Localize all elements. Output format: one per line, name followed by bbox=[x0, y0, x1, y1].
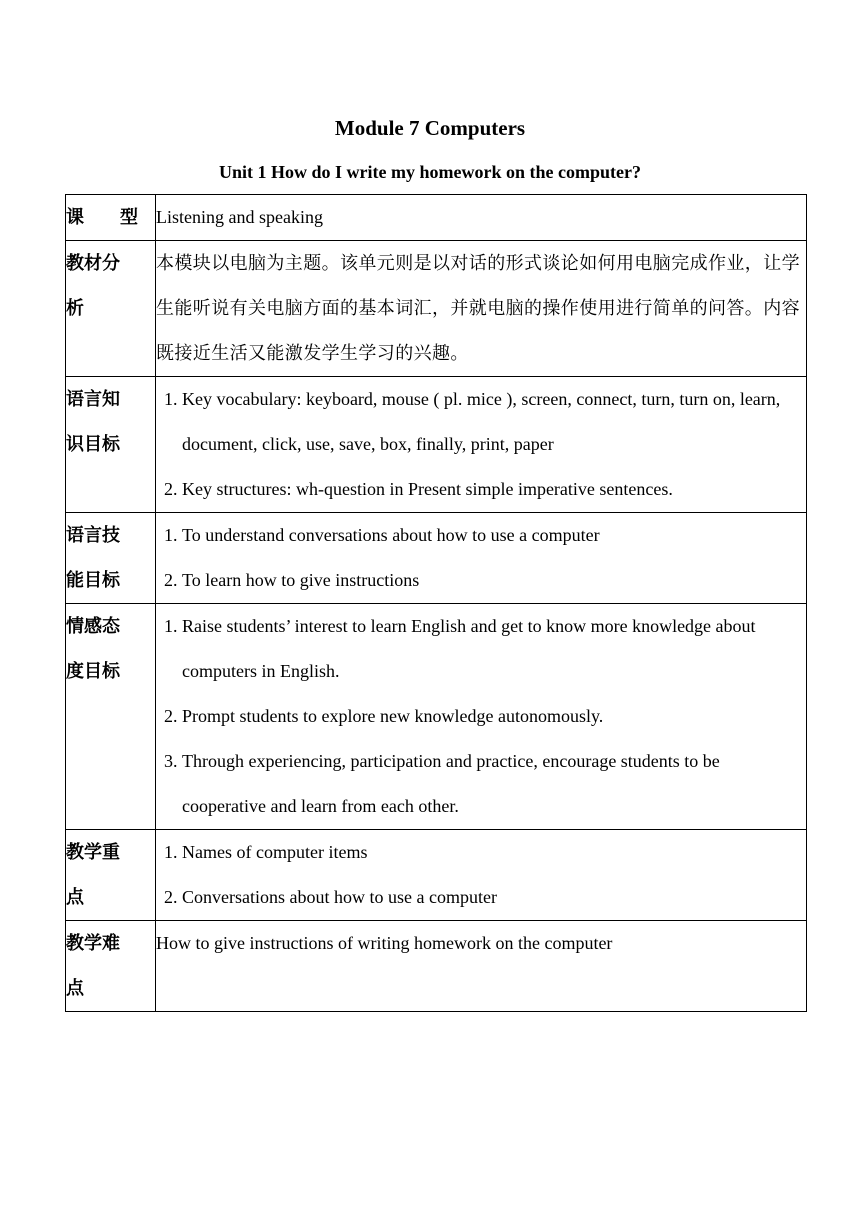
table-row-knowledge-goals bbox=[66, 377, 807, 513]
emotion-goals-list bbox=[156, 604, 806, 829]
document-title: Module 7 Computers bbox=[334, 116, 526, 140]
list-item: 2. Prompt students to explore new knowledge autonomously. bbox=[182, 694, 806, 739]
list-item: 2. Conversations about how to use a computer bbox=[182, 875, 806, 920]
key-points-content bbox=[156, 830, 807, 921]
table-row-key-points bbox=[66, 830, 807, 921]
emotion-goals-label: 情感态 度目标 bbox=[66, 604, 156, 830]
list-item: 1. Names of computer items bbox=[182, 830, 806, 875]
course-type-value: Listening and speaking bbox=[156, 195, 807, 241]
emotion-goals-content bbox=[156, 604, 807, 830]
material-analysis-value: 本模块以电脑为主题。该单元则是以对话的形式谈论如何用电脑完成作业，让学生能听说有关电脑方面的基本词汇，并就电脑的操作使用进行简单的问答。内容既接近生活又能激发学生学习的兴趣。 bbox=[156, 241, 807, 377]
knowledge-goals-list bbox=[156, 377, 806, 512]
key-points-label: 教学重 点 bbox=[66, 830, 156, 921]
difficult-points-value: How to give instructions of writing homework on the computer bbox=[156, 921, 807, 1012]
table-row-skill-goals bbox=[66, 513, 807, 604]
list-item: 1. To understand conversations about how to use a computer bbox=[182, 513, 806, 558]
document-subtitle: Unit 1 How do I write my homework on the computer? bbox=[219, 162, 641, 182]
skill-goals-label: 语言技 能目标 bbox=[66, 513, 156, 604]
knowledge-goals-label: 语言知 识目标 bbox=[66, 377, 156, 513]
material-analysis-label: 教材分 析 bbox=[66, 241, 156, 377]
list-item: 3. Through experiencing, participation and practice, encourage students to be cooperative and learn from each other. bbox=[182, 739, 806, 829]
list-item: 1. Key vocabulary: keyboard, mouse ( pl. mice ), screen, connect, turn, turn on, learn, document, click, use, save, box, finally, print, paper bbox=[182, 377, 806, 467]
lesson-plan-table bbox=[65, 194, 807, 1012]
course-type-label: 课 型 bbox=[66, 195, 156, 241]
skill-goals-list bbox=[156, 513, 806, 603]
list-item: 2. To learn how to give instructions bbox=[182, 558, 806, 603]
difficult-points-label: 教学难 点 bbox=[66, 921, 156, 1012]
key-points-list bbox=[156, 830, 806, 920]
knowledge-goals-content bbox=[156, 377, 807, 513]
table-row-material-analysis bbox=[66, 241, 807, 377]
list-item: 1. Raise students’ interest to learn English and get to know more knowledge about computers in English. bbox=[182, 604, 806, 694]
list-item: 2. Key structures: wh-question in Present simple imperative sentences. bbox=[182, 467, 806, 512]
table-row-emotion-goals bbox=[66, 604, 807, 830]
table-row-course-type bbox=[66, 195, 807, 241]
skill-goals-content bbox=[156, 513, 807, 604]
table-row-difficult-points bbox=[66, 921, 807, 1012]
